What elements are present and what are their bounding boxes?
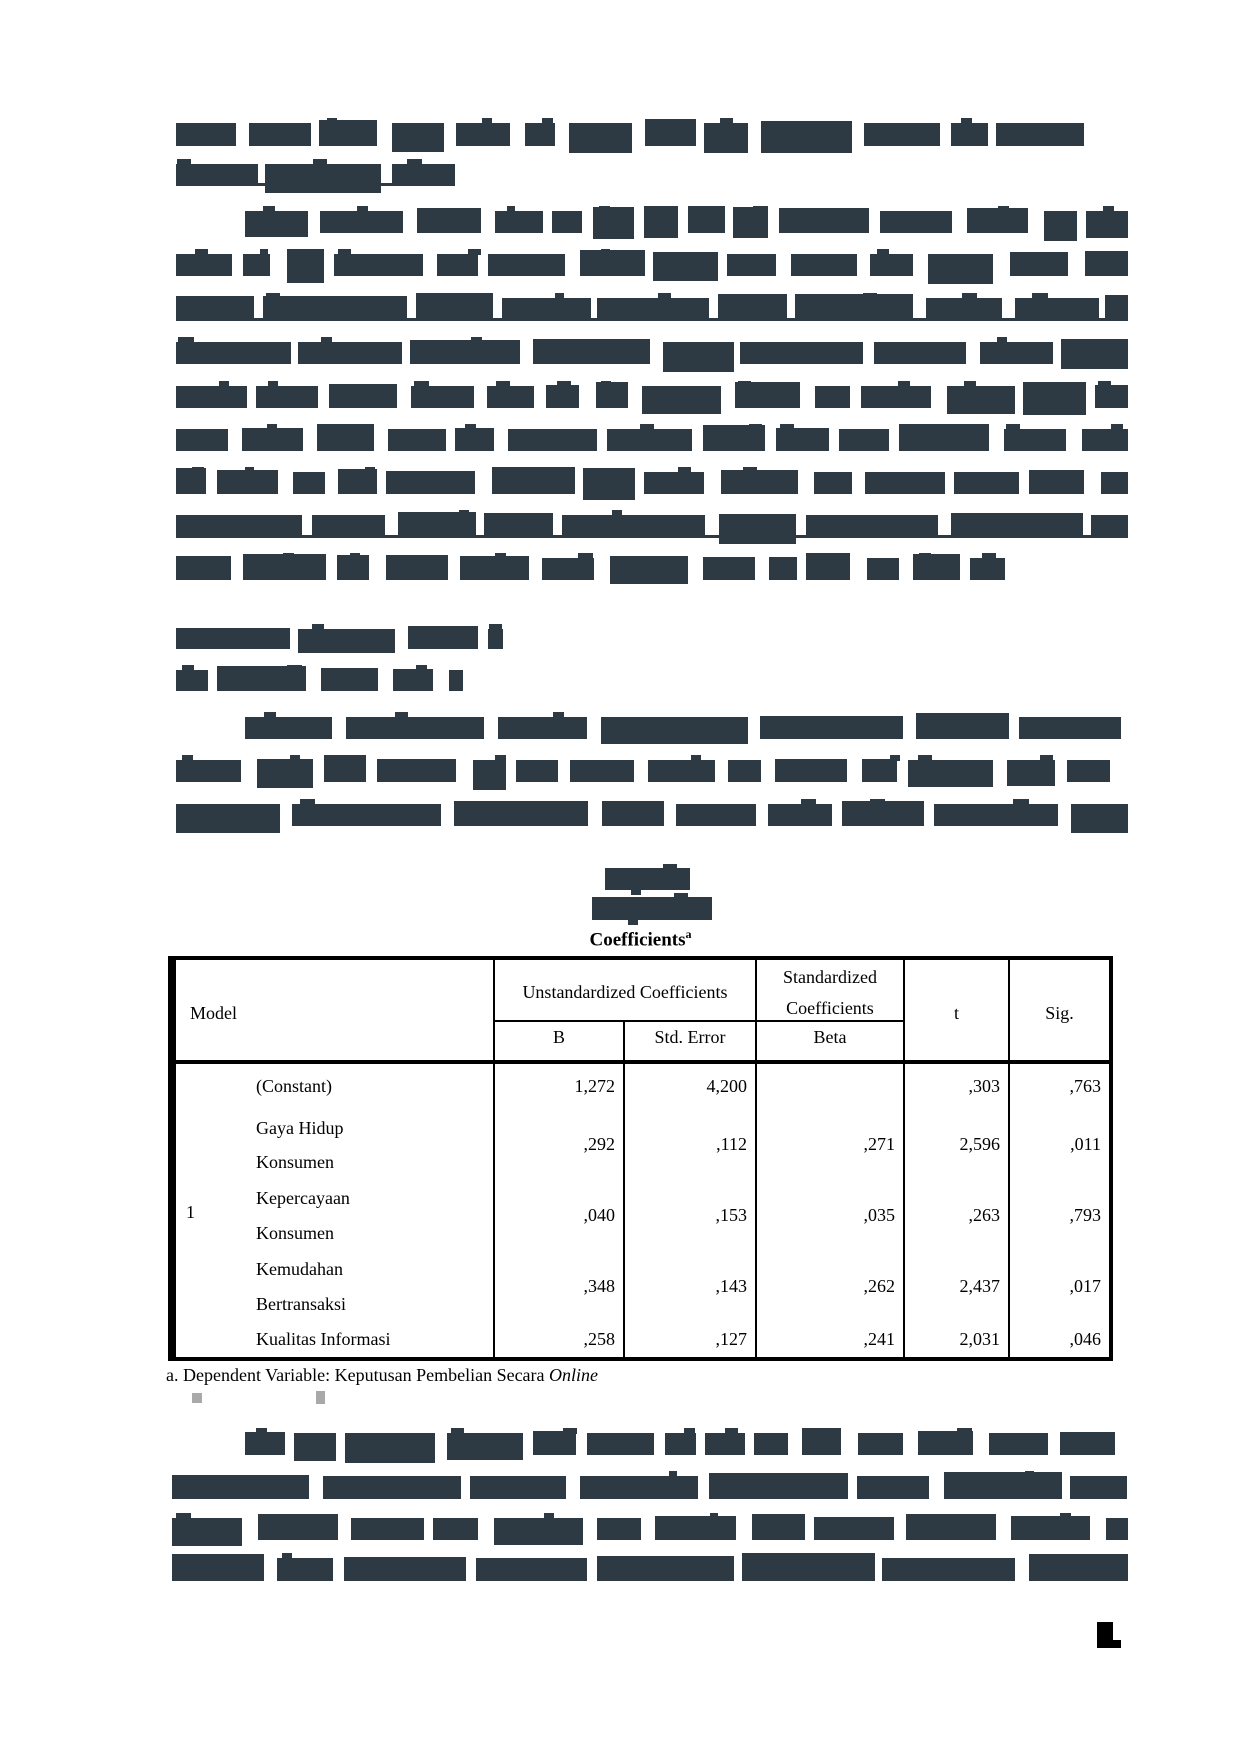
cell-beta-gaya-hidup: ,271: [757, 1110, 905, 1180]
cell-sig-kemudahan: ,017: [1069, 1275, 1101, 1296]
model-group-number: 1: [186, 1202, 195, 1222]
row-label-gaya-hidup-konsumen: Gaya Hidup Konsumen: [176, 1110, 495, 1180]
cell-t-kualitas: 2,031: [905, 1322, 1010, 1357]
table-title: [168, 927, 1113, 951]
col-header-std-error: Std. Error: [625, 1022, 757, 1064]
cell-stderror-constant: 4,200: [625, 1064, 757, 1110]
cell-sig-kepercayaan: ,793: [1069, 1204, 1101, 1225]
cell-b-kemudahan: ,348: [495, 1251, 625, 1322]
cell-t-constant: ,303: [905, 1064, 1010, 1110]
col-header-beta: Beta: [757, 1022, 905, 1064]
scan-artifact: [192, 1393, 202, 1403]
cell-beta-kualitas: ,241: [757, 1322, 905, 1357]
cell-b-kepercayaan: ,040: [495, 1180, 625, 1251]
col-header-standardized-coefficients: Standardized Coefficients: [757, 960, 905, 1022]
col-header-t: t: [905, 960, 1010, 1064]
row-label-kualitas-informasi: Kualitas Informasi: [176, 1322, 495, 1357]
coefficients-table: [168, 956, 1113, 1361]
scan-artifact: [316, 1391, 325, 1404]
table-footnote: [166, 1365, 926, 1386]
row-label-kepercayaan-konsumen: Kepercayaan Konsumen: [176, 1180, 495, 1251]
cell-beta-constant: [757, 1064, 905, 1110]
cell-sig-constant: ,763: [1069, 1076, 1101, 1097]
cell-stderror-gaya-hidup: ,112: [625, 1110, 757, 1180]
col-header-model: Model: [176, 960, 495, 1064]
cell-stderror-kemudahan: ,143: [625, 1251, 757, 1322]
row-label-kemudahan-bertransaksi: Kemudahan Bertransaksi: [176, 1251, 495, 1322]
col-header-unstandardized-coefficients: Unstandardized Coefficients: [495, 960, 757, 1022]
page-number-redacted: [1109, 1640, 1121, 1648]
cell-b-constant: 1,272: [495, 1064, 625, 1110]
cell-b-kualitas: ,258: [495, 1322, 625, 1357]
cell-t-gaya-hidup: 2,596: [905, 1110, 1010, 1180]
cell-b-gaya-hidup: ,292: [495, 1110, 625, 1180]
cell-beta-kemudahan: ,262: [757, 1251, 905, 1322]
cell-stderror-kualitas: ,127: [625, 1322, 757, 1357]
cell-sig-gaya-hidup: ,011: [1070, 1134, 1101, 1155]
footnote-text: a. Dependent Variable: Keputusan Pembelian Secara: [166, 1365, 550, 1385]
footnote-italic-text: Online: [549, 1365, 599, 1385]
cell-sig-kualitas: ,046: [1069, 1328, 1101, 1349]
table-title-text: Coefficients: [589, 929, 686, 951]
cell-t-kepercayaan: ,263: [905, 1180, 1010, 1251]
cell-stderror-kepercayaan: ,153: [625, 1180, 757, 1251]
col-header-b: B: [495, 1022, 625, 1064]
cell-beta-kepercayaan: ,035: [757, 1180, 905, 1251]
row-label-constant: (Constant): [176, 1064, 495, 1110]
table-title-superscript: a: [685, 927, 692, 941]
col-header-sig: Sig.: [1010, 960, 1109, 1064]
cell-t-kemudahan: 2,437: [905, 1251, 1010, 1322]
